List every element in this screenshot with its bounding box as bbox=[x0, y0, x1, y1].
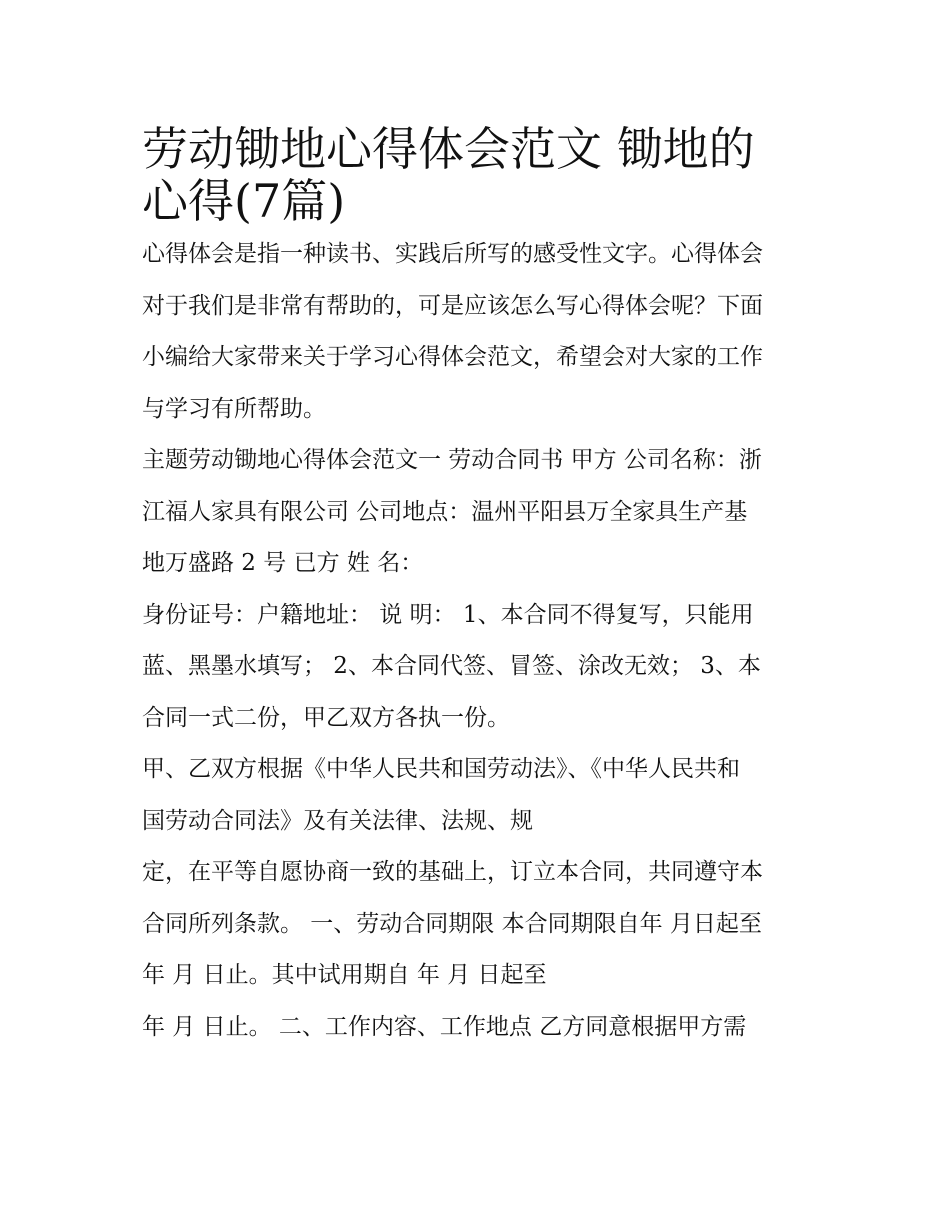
body-line: 蓝、黑墨水填写； 2、本合同代签、冒签、涂改无效； 3、本 bbox=[142, 653, 761, 679]
body-line: 江福人家具有限公司 公司地点：温州平阳县万全家具生产基 bbox=[142, 498, 748, 525]
body-line: 地万盛路 2 号 已方 姓 名： bbox=[142, 550, 424, 576]
body-line: 对于我们是非常有帮助的，可是应该怎么写心得体会呢？下面 bbox=[142, 292, 763, 319]
body-line: 小编给大家带来关于学习心得体会范文，希望会对大家的工作 bbox=[142, 344, 763, 370]
document-page bbox=[142, 112, 814, 1053]
body-line: 主题劳动锄地心得体会范文一 劳动合同书 甲方 公司名称：浙 bbox=[142, 447, 762, 473]
body-line: 定，在平等自愿协商一致的基础上，订立本合同，共同遵守本 bbox=[142, 859, 763, 885]
body-line: 与学习有所帮助。 bbox=[142, 395, 326, 422]
body-line: 合同所列条款。 一、劳动合同期限 本合同期限自年 月日起至 bbox=[142, 910, 762, 937]
body-line: 心得体会是指一种读书、实践后所写的感受性文字。心得体会 bbox=[142, 241, 763, 267]
title-line-2: 心得(7篇) bbox=[142, 173, 346, 228]
document-body bbox=[142, 229, 814, 1053]
body-line: 合同一式二份，甲乙双方各执一份。 bbox=[142, 704, 510, 731]
body-line: 年 月 日止。其中试用期自 年 月 日起至 bbox=[142, 962, 547, 988]
document-title bbox=[142, 112, 814, 228]
body-line: 身份证号：户籍地址： 说 明： 1、本合同不得复写，只能用 bbox=[142, 601, 754, 628]
body-line: 国劳动合同法》及有关法律、法规、规 bbox=[142, 807, 533, 834]
title-line-1: 劳动锄地心得体会范文 锄地的 bbox=[142, 122, 755, 176]
body-line: 甲、乙双方根据《中华人民共和国劳动法》、《中华人民共和 bbox=[142, 756, 740, 782]
body-line: 年 月 日止。 二、工作内容、工作地点 乙方同意根据甲方需 bbox=[142, 1013, 747, 1040]
